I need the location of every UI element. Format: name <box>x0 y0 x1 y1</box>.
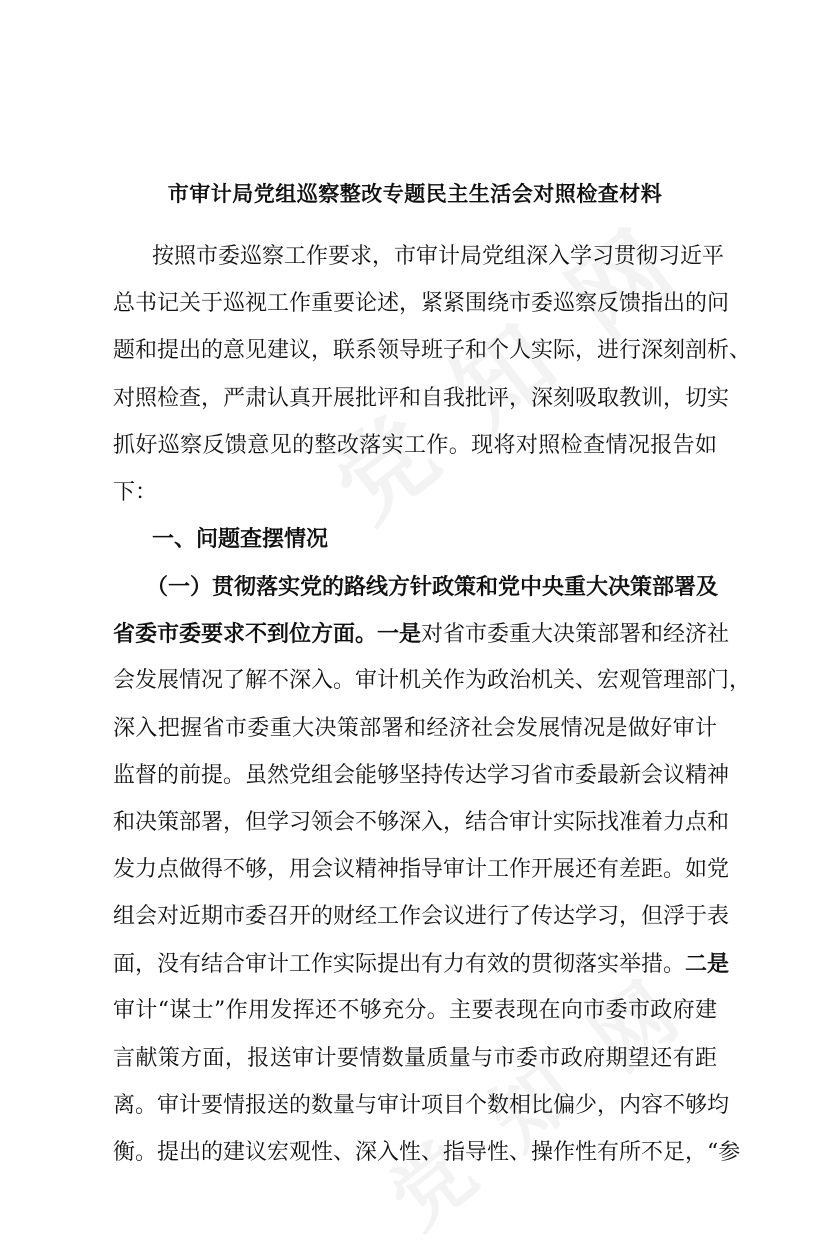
paragraph-line: 题和提出的意见建议，联系领导班子和个人实际，进行深刻剖析、 <box>113 338 752 363</box>
paragraph-line: 和决策部署，但学习领会不够深入，结合审计实际找准着力点和 <box>113 810 730 835</box>
paragraph-line: 离。审计要情报送的数量与审计项目个数相比偏少，内容不够均 <box>113 1093 730 1118</box>
section-heading: 一、问题查摆情况 <box>152 527 329 552</box>
paragraph-line: 衡。提出的建议宏观性、深入性、指导性、操作性有所不足，“参 <box>113 1140 741 1165</box>
paragraph-line: 下： <box>113 480 158 505</box>
paragraph-text: 面，没有结合审计工作实际提出有力有效的贯彻落实举措。 <box>113 952 686 977</box>
paragraph-line: 抓好巡察反馈意见的整改落实工作。现将对照检查情况报告如 <box>113 433 717 458</box>
paragraph-line: 按照市委巡察工作要求，市审计局党组深入学习贯彻习近平 <box>152 244 725 269</box>
paragraph-text: 对省市委重大决策部署和经济社 <box>421 622 730 647</box>
paragraph-line: 组会对近期市委召开的财经工作会议进行了传达学习，但浮于表 <box>113 904 730 929</box>
paragraph-line: 总书记关于巡视工作重要论述，紧紧围绕市委巡察反馈指出的问 <box>113 291 730 316</box>
paragraph-line: 监督的前提。虽然党组会能够坚持传达学习省市委最新会议精神 <box>113 763 730 788</box>
paragraph-line <box>113 945 730 983</box>
paragraph-line: 会发展情况了解不深入。审计机关作为政治机关、宏观管理部门， <box>113 668 752 693</box>
paragraph-line: 深入把握省市委重大决策部署和经济社会发展情况是做好审计 <box>113 716 717 741</box>
paragraph-line <box>113 615 730 653</box>
subsection-heading: （一）贯彻落实党的路线方针政策和党中央重大决策部署及 <box>146 574 719 600</box>
paragraph-line: 言献策方面，报送审计要情数量质量与市委市政府期望还有距 <box>113 1046 717 1071</box>
subsection-heading-cont: 省委市委要求不到位方面。 <box>113 621 378 647</box>
paragraph-line: 审计“谋士”作用发挥还不够充分。主要表现在向市委市政府建 <box>113 998 717 1023</box>
paragraph-line: 对照检查，严肃认真开展批评和自我批评，深刻吸取教训，切实 <box>113 386 730 411</box>
point-marker: 一是 <box>377 621 422 647</box>
document-title: 市审计局党组巡察整改专题民主生活会对照检查材料 <box>167 181 663 206</box>
paragraph-line: 发力点做得不够，用会议精神指导审计工作开展还有差距。如党 <box>113 857 730 882</box>
point-marker: 二是 <box>685 951 730 977</box>
